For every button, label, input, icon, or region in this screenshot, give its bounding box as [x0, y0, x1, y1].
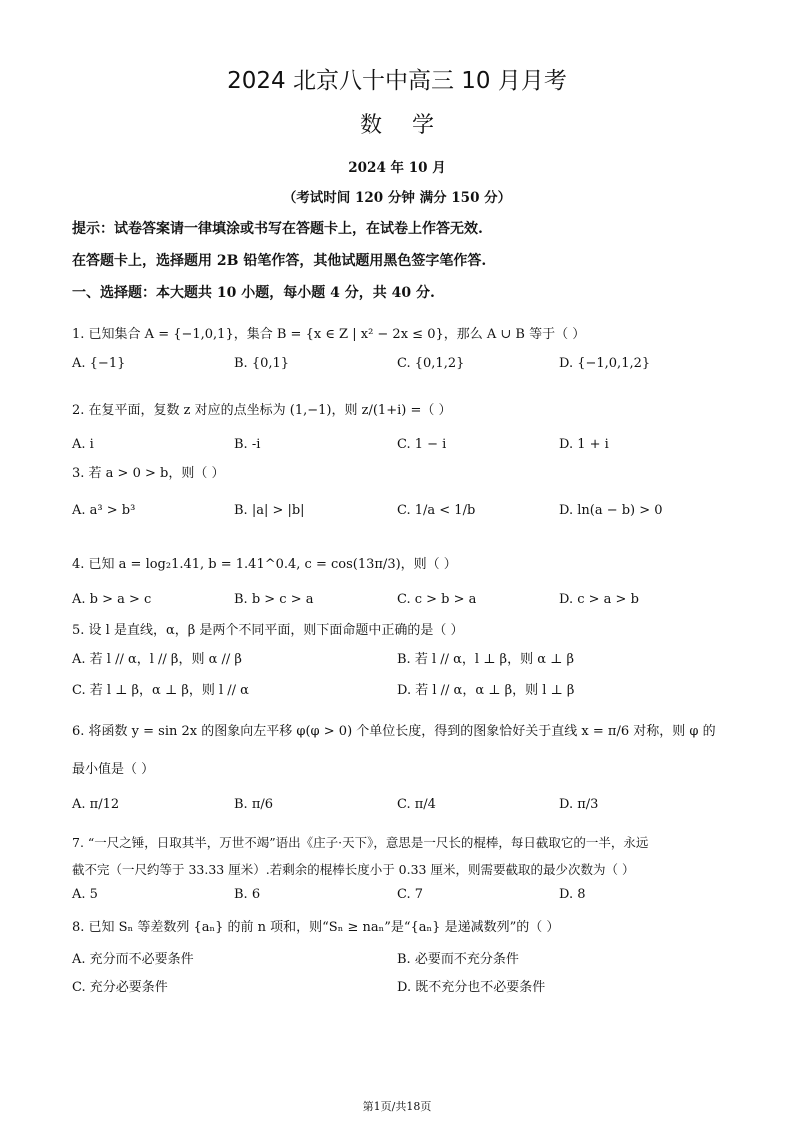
- q2-option-c: C. 1 − i: [397, 437, 447, 452]
- q7-option-a: A. 5: [72, 887, 98, 902]
- question-1-stem: 1. 已知集合 A = {−1,0,1}，集合 B = {x ∈ Z | x² − 2x ≤ 0}，那么 A ∪ B 等于（ ）: [72, 327, 586, 342]
- q3-option-b: B. |a| > |b|: [234, 503, 305, 518]
- exam-title: 2024 北京八十中高三 10 月月考: [227, 68, 567, 94]
- q5-option-d: D. 若 l // α，α ⊥ β，则 l ⊥ β: [397, 683, 575, 698]
- q5-option-c: C. 若 l ⊥ β，α ⊥ β，则 l // α: [72, 683, 249, 698]
- question-6-stem-line2: 最小值是（ ）: [72, 762, 155, 777]
- notice-line-2: 在答题卡上，选择题用 2B 铅笔作答，其他试题用黑色签字笔作答.: [72, 253, 487, 269]
- q3-option-d: D. ln(a − b) > 0: [559, 503, 663, 518]
- q8-option-c: C. 充分必要条件: [72, 980, 168, 995]
- q7-option-d: D. 8: [559, 887, 586, 902]
- q4-option-b: B. b > c > a: [234, 592, 314, 607]
- q8-option-b: B. 必要而不充分条件: [397, 952, 519, 967]
- q7-option-c: C. 7: [397, 887, 424, 902]
- q3-option-a: A. a³ > b³: [72, 503, 136, 518]
- q6-option-c: C. π/4: [397, 797, 436, 812]
- question-7-stem-line2: 截不完（一尺约等于 33.33 厘米）.若剩余的棍棒长度小于 0.33 厘米，则需要截取的最少次数为（ ）: [72, 862, 635, 877]
- q4-option-d: D. c > a > b: [559, 592, 639, 607]
- subject-heading: 数学: [359, 113, 464, 138]
- q6-option-b: B. π/6: [234, 797, 274, 812]
- section-heading: 一、选择题：本大题共 10 小题，每小题 4 分，共 40 分.: [72, 285, 435, 301]
- q6-option-a: A. π/12: [72, 797, 120, 812]
- q2-option-d: D. 1 + i: [559, 437, 609, 452]
- q8-option-d: D. 既不充分也不必要条件: [397, 980, 546, 995]
- q5-option-b: B. 若 l // α，l ⊥ β，则 α ⊥ β: [397, 652, 574, 667]
- exam-date: 2024 年 10 月: [348, 160, 446, 176]
- q4-option-c: C. c > b > a: [397, 592, 477, 607]
- q2-option-a: A. i: [72, 437, 94, 452]
- notice-line-1: 提示：试卷答案请一律填涂或书写在答题卡上，在试卷上作答无效.: [72, 221, 483, 237]
- question-4-stem: 4. 已知 a = log₂1.41, b = 1.41^0.4, c = cos(13π/3)，则（ ）: [72, 557, 457, 572]
- q8-option-a: A. 充分而不必要条件: [72, 952, 194, 967]
- question-7-stem-line1: 7. “一尺之锤，日取其半，万世不竭”语出《庄子·天下》，意思是一尺长的棍棒，每日截取它的一半，永远: [72, 835, 649, 850]
- question-5-stem: 5. 设 l 是直线，α，β 是两个不同平面，则下面命题中正确的是（ ）: [72, 623, 464, 638]
- q5-option-a: A. 若 l // α，l // β，则 α // β: [72, 652, 242, 667]
- q1-option-b: B. {0,1}: [234, 356, 290, 371]
- q4-option-a: A. b > a > c: [72, 592, 152, 607]
- q3-option-c: C. 1/a < 1/b: [397, 503, 476, 518]
- q7-option-b: B. 6: [234, 887, 261, 902]
- question-2-stem: 2. 在复平面，复数 z 对应的点坐标为 (1,−1)，则 z/(1+i) =（ ）: [72, 403, 452, 418]
- q1-option-d: D. {−1,0,1,2}: [559, 356, 651, 371]
- q1-option-c: C. {0,1,2}: [397, 356, 465, 371]
- q2-option-b: B. -i: [234, 437, 261, 452]
- question-3-stem: 3. 若 a > 0 > b，则（ ）: [72, 466, 225, 481]
- q1-option-a: A. {−1}: [72, 356, 126, 371]
- question-6-stem-line1: 6. 将函数 y = sin 2x 的图象向左平移 φ(φ > 0) 个单位长度，得到的图象恰好关于直线 x = π/6 对称，则 φ 的: [72, 724, 716, 739]
- exam-time-note: （考试时间 120 分钟 满分 150 分）: [282, 190, 512, 206]
- page-footer: 第1页/共18页: [362, 1100, 432, 1113]
- question-8-stem: 8. 已知 Sₙ 等差数列 {aₙ} 的前 n 项和，则“Sₙ ≥ naₙ”是“{aₙ} 是递减数列”的（ ）: [72, 920, 560, 935]
- q6-option-d: D. π/3: [559, 797, 599, 812]
